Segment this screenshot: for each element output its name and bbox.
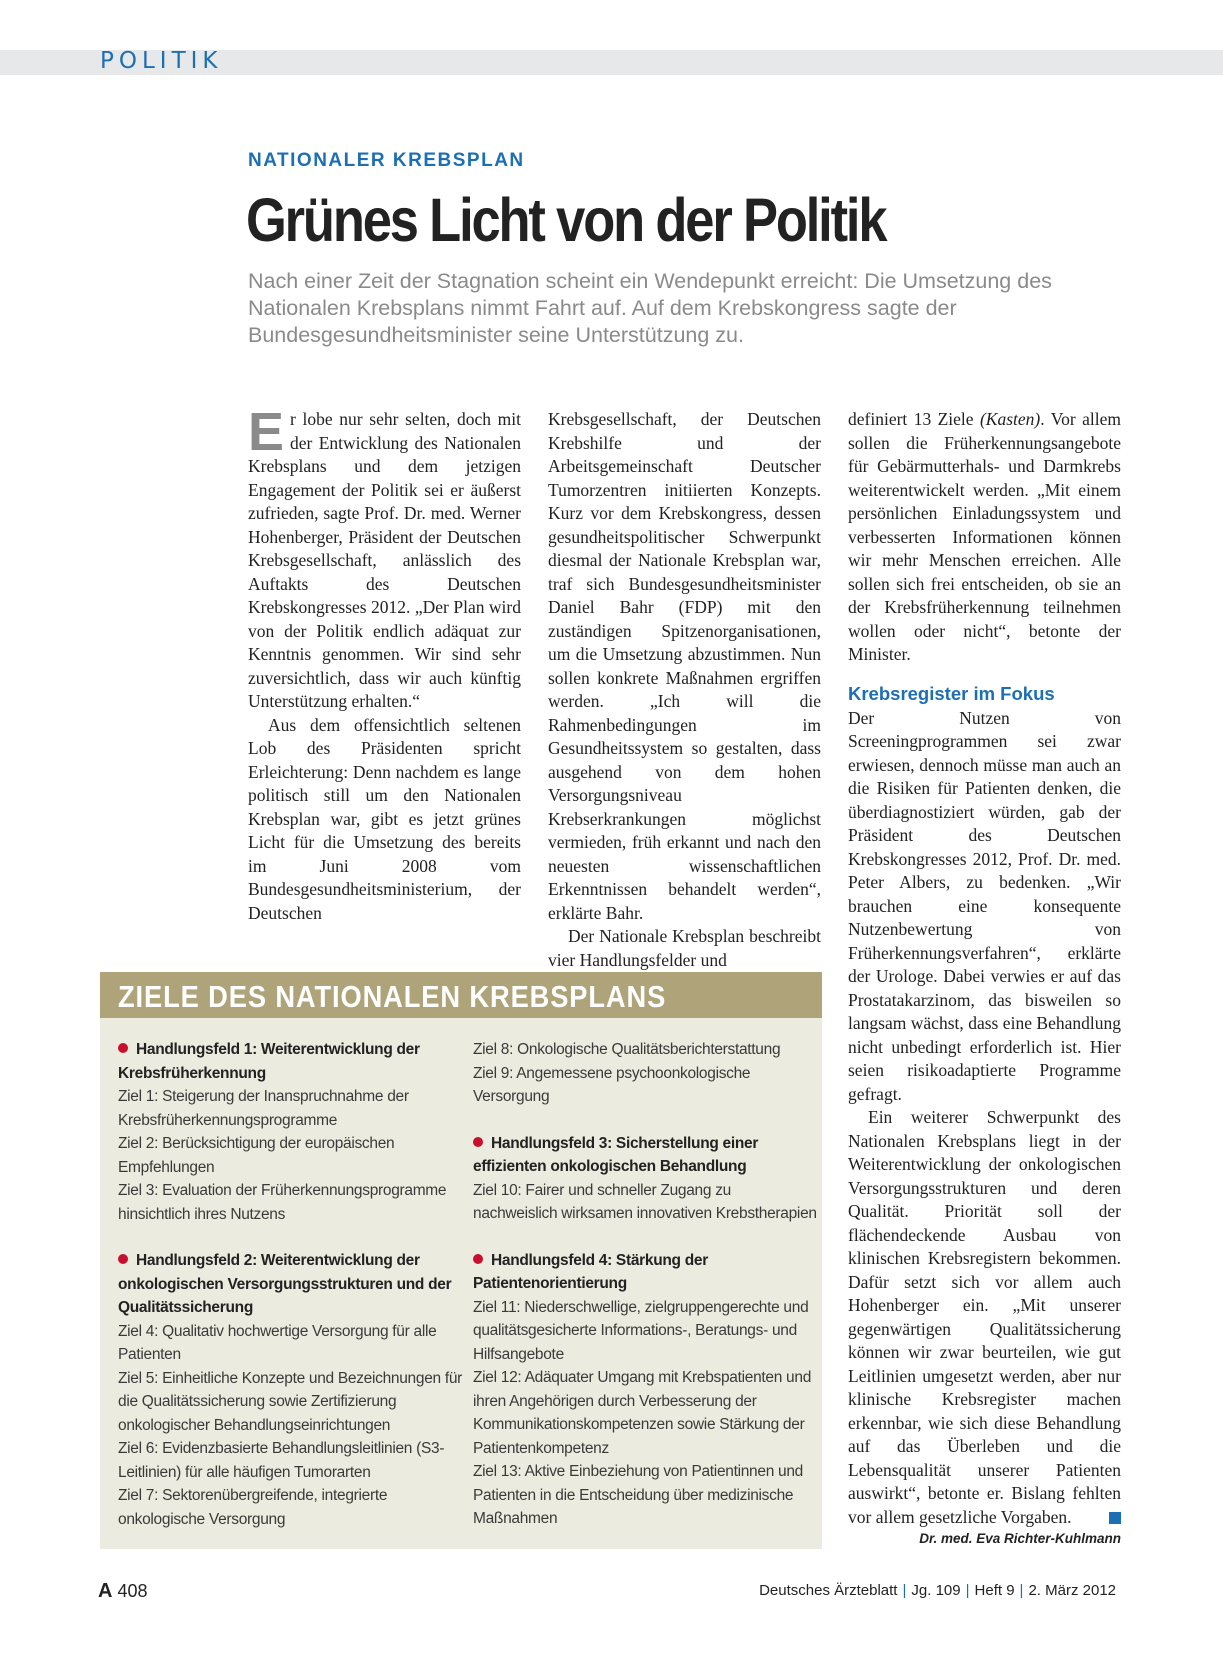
- drop-cap: E: [248, 402, 285, 462]
- action-field-2: [118, 1249, 463, 1531]
- article-paragraph: Der Nationale Krebsplan beschreibt vier Handlungsfelder und: [548, 926, 821, 970]
- action-field-3: [473, 1132, 818, 1226]
- goal-item: Ziel 11: Niederschwellige, zielgruppengerechte und qualitätsgesicherte Informations-, Beratungs- und Hilfsangebote: [473, 1298, 809, 1363]
- goal-item: Ziel 10: Fairer und schneller Zugang zu nachweislich wirksamen innovativen Krebstherapien: [473, 1181, 817, 1222]
- bullet-icon: [118, 1043, 128, 1053]
- end-mark-icon: [1109, 1512, 1121, 1524]
- article-paragraph: Aus dem offensichtlich seltenen Lob des Präsidenten spricht Erleichterung: Denn nachdem es lange politisch still um den Nationalen Krebsplan war, gibt es jetzt grünes Licht für die Umsetzung des bereits im Juni 2008 vom Bundesgesundheitsministerium, der Deutschen: [248, 714, 521, 923]
- goal-item: Ziel 7: Sektorenübergreifende, integrierte onkologische Versorgung: [118, 1487, 388, 1528]
- action-field-title: Handlungsfeld 3: Sicherstellung einer effizienten onkologischen Behandlung: [473, 1134, 759, 1175]
- action-field-2-continued: [473, 1038, 818, 1109]
- bullet-icon: [473, 1254, 483, 1264]
- goal-item: Ziel 4: Qualitativ hochwertige Versorgung für alle Patienten: [118, 1322, 437, 1363]
- article-paragraph: Ein weiterer Schwerpunkt des Nationalen Krebsplans liegt in der Weiterentwicklung der onkologischen Versorgungsstrukturen und deren Qualität. Priorität soll der flächendeckende Ausbau von klinischen Krebsregistern bekommen. Dafür setzt sich vor allem auch Hohenberger ein. „Mit unserer gegenwärtigen Qualitätssicherung können wir zwar beurteilen, wie gut Leitlinien umgesetzt werden, aber nur klinische Krebsregister machen erkennbar, wie sich diese Behandlung auf das Überleben und die Lebensqualität unserer Patienten auswirkt“, betonte er. Bislang fehlten vor allem gesetzliche Vorgaben.: [848, 1107, 1121, 1527]
- box-reference: (Kasten): [979, 409, 1041, 429]
- action-field-title: Handlungsfeld 2: Weiterentwicklung der onkologischen Versorgungsstrukturen und der Qualitätssicherung: [118, 1252, 452, 1316]
- goal-item: Ziel 12: Adäquater Umgang mit Krebspatienten und ihren Angehörigen durch Verbesserung der Kommunikationskompetenzen sowie Stärkung der Patientenkompetenz: [473, 1369, 812, 1457]
- action-field-4: [473, 1249, 818, 1531]
- article-paragraph: Er lobe nur sehr selten, doch mit der Entwicklung des Nationalen Krebsplans und dem jetzigen Engagement der Politik sei er äußerst zufrieden, sagte Prof. Dr. med. Werner Hohenberger, Präsident der Deutschen Krebsgesellschaft, anlässlich des Auftakts des Deutschen Krebskongresses 2012. „Der Plan wird von der Politik endlich adäquat zur Kenntnis genommen. Wir sind sehr zuversichtlich, dass wir auch künftig Unterstützung erhalten.“: [248, 402, 521, 711]
- goal-item: Ziel 2: Berücksichtigung der europäischen Empfehlungen: [118, 1135, 395, 1176]
- goal-item: Ziel 5: Einheitliche Konzepte und Bezeichnungen für die Qualitätssicherung sowie Zertifizierung onkologischer Behandlungseinrichtungen: [118, 1369, 463, 1434]
- article-column-2: [548, 408, 821, 972]
- article-dek: Nach einer Zeit der Stagnation scheint ein Wendepunkt erreicht: Die Umsetzung des Nationalen Krebsplans nimmt Fahrt auf. Auf dem Krebskongress sagte der Bundesgesundheitsminister seine Unterstützung zu.: [248, 269, 1052, 347]
- info-box-column-1: [118, 1038, 463, 1554]
- journal-date: 2. März 2012: [1028, 1582, 1116, 1599]
- article-paragraph: definiert 13 Ziele (Kasten). Vor allem sollen die Früherkennungsangebote für Gebärmutterhals- und Darmkrebs weiterentwickelt werden. „Mit einem persönlichen Einladungssystem und verbesserten Informationen können wir mehr Menschen erreichen. Alle sollen sich frei entscheiden, ob sie an der Krebsfrüherkennung teilnehmen wollen oder nicht“, betonte der Minister.: [848, 409, 1121, 664]
- author-byline: Dr. med. Eva Richter-Kuhlmann: [919, 1531, 1121, 1546]
- goal-item: Ziel 8: Onkologische Qualitätsberichterstattung: [473, 1041, 781, 1058]
- bullet-icon: [118, 1254, 128, 1264]
- action-field-1: [118, 1038, 463, 1226]
- bullet-icon: [473, 1137, 483, 1147]
- goal-item: Ziel 3: Evaluation der Früherkennungsprogramme hinsichtlich ihres Nutzens: [118, 1182, 447, 1223]
- info-box-header: [100, 972, 822, 1018]
- goal-item: Ziel 1: Steigerung der Inanspruchnahme der Krebsfrüherkennungsprogramme: [118, 1088, 409, 1129]
- article-paragraph: Der Nutzen von Screeningprogrammen sei zwar erwiesen, dennoch müsse man auch an die Risiken für Patienten denken, die überdiagnostiziert würden, gab der Präsident des Deutschen Krebskongresses 2012, Prof. Dr. med. Peter Albers, zu bedenken. „Wir brauchen eine konsequente Nutzenbewertung von Früherkennungsverfahren“, erklärte der Urologe. Dabei verwies er auf das Prostatakarzinom, das bisweilen so langsam wächst, dass eine Behandlung nicht unbedingt erforderlich ist. Hier seien risikoadaptierte Programme gefragt.: [848, 707, 1121, 1104]
- journal-footer: Deutsches Ärzteblatt | Jg. 109 | Heft 9 | 2. März 2012: [759, 1582, 1116, 1599]
- goal-item: Ziel 9: Angemessene psychoonkologische Versorgung: [473, 1064, 751, 1105]
- goal-item: Ziel 13: Aktive Einbeziehung von Patientinnen und Patienten in die Entscheidung über medizinische Maßnahmen: [473, 1463, 803, 1527]
- article-column-1: [248, 402, 521, 925]
- article-kicker: NATIONALER KREBSPLAN: [248, 150, 525, 171]
- action-field-title: Handlungsfeld 1: Weiterentwicklung der Krebsfrüherkennung: [118, 1041, 420, 1082]
- info-box-title: ZIELE DES NATIONALEN KREBSPLANS: [118, 979, 667, 1014]
- section-label: POLITIK: [100, 48, 223, 74]
- article-subhead: Krebsregister im Fokus: [848, 682, 1055, 704]
- action-field-title: Handlungsfeld 4: Stärkung der Patientenorientierung: [473, 1251, 708, 1292]
- goal-item: Ziel 6: Evidenzbasierte Behandlungsleitlinien (S3-Leitlinien) für alle häufigen Tumorarten: [118, 1440, 445, 1481]
- page-number: A 408: [98, 1580, 148, 1602]
- article-headline: Grünes Licht von der Politik: [246, 186, 886, 254]
- info-box-column-2: [473, 1038, 818, 1554]
- info-box: [100, 972, 822, 1549]
- journal-volume: Jg. 109: [911, 1582, 961, 1599]
- article-paragraph: Krebsgesellschaft, der Deutschen Krebshilfe und der Arbeitsgemeinschaft Deutscher Tumorzentren initiierten Konzepts. Kurz vor dem Krebskongress, dessen gesundheitspolitischer Schwerpunkt diesmal der Nationale Krebsplan war, traf sich Bundesgesundheitsminister Daniel Bahr (FDP) mit den zuständigen Spitzenorganisationen, um die Umsetzung abzustimmen. Nun sollen konkrete Maßnahmen ergriffen werden. „Ich will die Rahmenbedingungen im Gesundheitssystem so gestalten, dass ausgehend von dem hohen Versorgungsniveau Krebserkrankungen möglichst vermieden, früh erkannt und nach den neuesten wissenschaftlichen Erkenntnissen behandelt werden“, erklärte Bahr.: [548, 409, 821, 923]
- journal-issue: Heft 9: [974, 1582, 1015, 1599]
- journal-name: Deutsches Ärzteblatt: [759, 1582, 898, 1599]
- article-column-3: [848, 408, 1121, 1529]
